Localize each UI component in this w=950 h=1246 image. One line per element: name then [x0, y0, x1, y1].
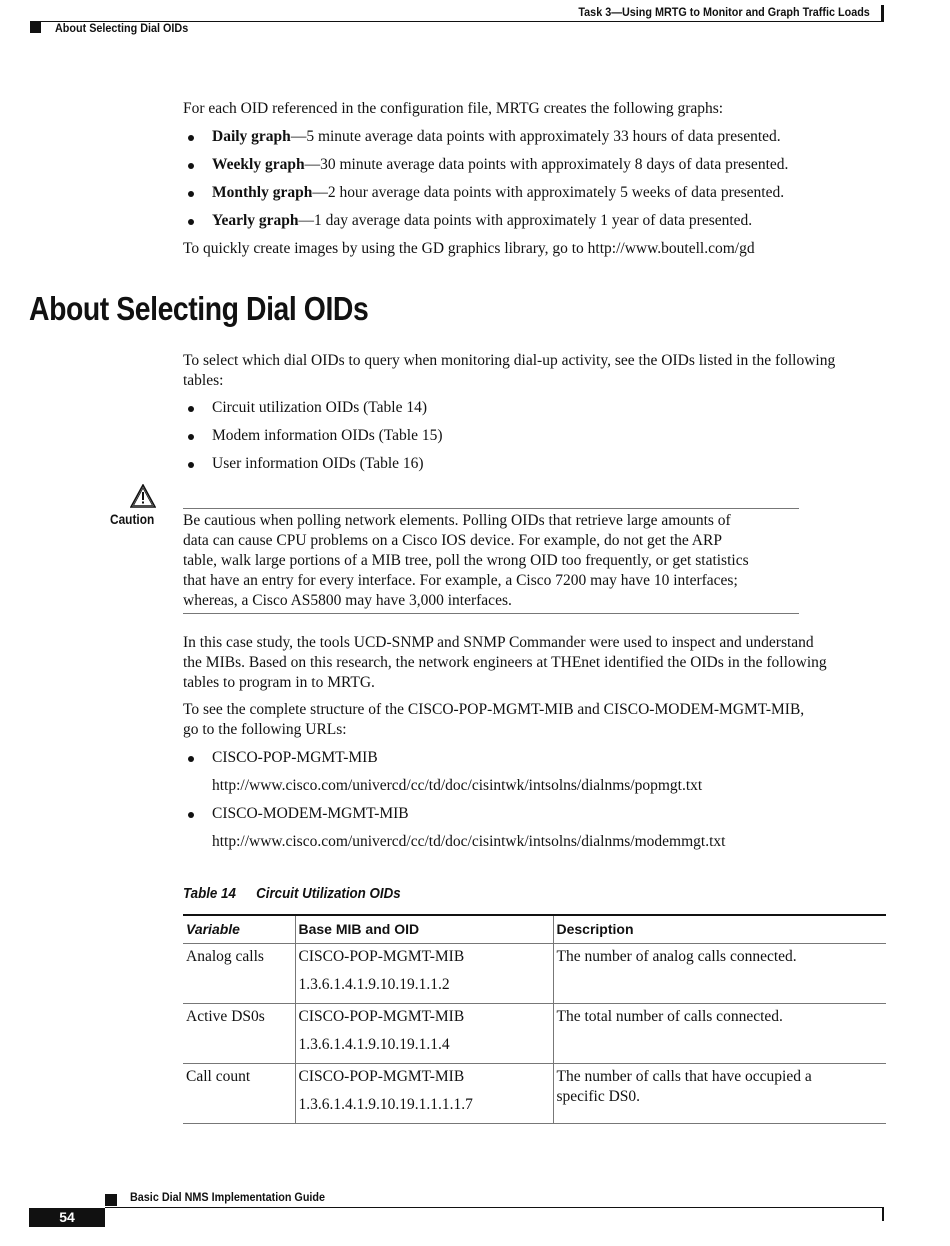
- mib-oid-cell: CISCO-POP-MGMT-MIB 1.3.6.1.4.1.9.10.19.1.1.4: [295, 1004, 553, 1064]
- description-cell: The number of calls that have occupied a specific DS0.: [553, 1064, 886, 1124]
- mib-name: CISCO-MODEM-MGMT-MIB: [212, 805, 409, 822]
- footer-guide-title: Basic Dial NMS Implementation Guide: [130, 1190, 326, 1204]
- graph-term: Yearly graph: [212, 212, 299, 229]
- table-title: Circuit Utilization OIDs: [256, 886, 401, 902]
- graph-desc: —2 hour average data points with approximately 5 weeks of data presented.: [312, 184, 785, 201]
- mib-name: CISCO-POP-MGMT-MIB: [212, 749, 378, 766]
- mib-url-link[interactable]: http://www.cisco.com/univercd/cc/td/doc/cisintwk/intsolns/dialnms/popmgt.txt: [212, 777, 703, 794]
- variable-cell: Active DS0s: [183, 1004, 295, 1064]
- column-header: Variable: [183, 915, 295, 944]
- variable-cell: Call count: [183, 1064, 295, 1124]
- bullet: [188, 756, 194, 762]
- table-number: Table 14: [183, 886, 236, 902]
- table-row: [183, 1064, 886, 1124]
- caution-label: Caution: [110, 512, 155, 527]
- graph-term: Weekly graph: [212, 156, 305, 173]
- graph-desc: —30 minute average data points with approximately 8 days of data presented.: [304, 156, 789, 173]
- footer-square: [105, 1194, 117, 1206]
- bullet: [188, 219, 194, 225]
- caution-text: Be cautious when polling network elements. Polling OIDs that retrieve large amounts of data can cause CPU problems on a Cisco IOS device. For example, do not get the ARP table, walk large portions of a MIB tree, poll the wrong OID too frequently, or get statistics that have an entry for every interface. For example, a Cisco 7200 may have 10 interfaces; whereas, a Cisco AS5800 may have 3,000 interfaces.: [183, 512, 749, 609]
- table-row: [183, 1004, 886, 1064]
- list-item: [212, 155, 788, 175]
- table-row: [183, 944, 886, 1004]
- gd-library-paragraph: To quickly create images by using the GD graphics library, go to http://www.boutell.com/gd: [183, 240, 755, 257]
- bullet: [188, 812, 194, 818]
- mib-oid-cell: CISCO-POP-MGMT-MIB 1.3.6.1.4.1.9.10.19.1.1.2: [295, 944, 553, 1004]
- column-header: Base MIB and OID: [295, 915, 553, 944]
- page-number: 54: [59, 1209, 75, 1225]
- caution-warning-icon: [130, 484, 156, 508]
- circuit-utilization-table: [183, 914, 886, 1124]
- list-item: Circuit utilization OIDs (Table 14): [212, 399, 428, 416]
- caution-bottom-rule: [183, 613, 799, 614]
- case-study-paragraph: In this case study, the tools UCD-SNMP and SNMP Commander were used to inspect and understand the MIBs. Based on this research, the network engineers at THEnet identified the OIDs in the following tables to program in to MRTG.: [183, 634, 827, 691]
- graph-term: Monthly graph: [212, 184, 313, 201]
- header-bar: [881, 5, 884, 21]
- section-heading: About Selecting Dial OIDs: [29, 290, 369, 327]
- running-header-section: About Selecting Dial OIDs: [55, 21, 189, 35]
- list-item: Modem information OIDs (Table 15): [212, 427, 443, 444]
- list-item: [212, 183, 784, 203]
- list-item: [212, 211, 752, 231]
- graph-desc: —1 day average data points with approximately 1 year of data presented.: [298, 212, 753, 229]
- variable-cell: Analog calls: [183, 944, 295, 1004]
- select-paragraph: To select which dial OIDs to query when monitoring dial-up activity, see the OIDs listed in the following tables:: [183, 352, 836, 389]
- running-header-chapter: Task 3—Using MRTG to Monitor and Graph Traffic Loads: [578, 5, 870, 19]
- intro-paragraph: For each OID referenced in the configuration file, MRTG creates the following graphs:: [183, 100, 724, 117]
- footer-bar: [882, 1208, 884, 1221]
- column-header: Description: [553, 915, 886, 944]
- bullet: [188, 135, 194, 141]
- table-header-row: [183, 915, 886, 944]
- mib-url-link[interactable]: http://www.cisco.com/univercd/cc/td/doc/cisintwk/intsolns/dialnms/modemmgt.txt: [212, 833, 726, 850]
- list-item: [212, 127, 781, 147]
- footer-rule: [105, 1207, 884, 1208]
- structure-paragraph: To see the complete structure of the CISCO-POP-MGMT-MIB and CISCO-MODEM-MGMT-MIB, go to the following URLs:: [183, 701, 805, 738]
- bullet: [188, 191, 194, 197]
- bullet: [188, 462, 194, 468]
- caution-top-rule: [183, 508, 799, 509]
- list-item: User information OIDs (Table 16): [212, 455, 424, 472]
- header-square: [30, 22, 41, 33]
- bullet: [188, 163, 194, 169]
- bullet: [188, 406, 194, 412]
- description-cell: The total number of calls connected.: [553, 1004, 886, 1064]
- bullet: [188, 434, 194, 440]
- graph-term: Daily graph: [212, 128, 291, 145]
- graph-desc: —5 minute average data points with approximately 33 hours of data presented.: [290, 128, 781, 145]
- description-cell: The number of analog calls connected.: [553, 944, 886, 1004]
- page-number-box: [29, 1208, 105, 1227]
- mib-oid-cell: CISCO-POP-MGMT-MIB 1.3.6.1.4.1.9.10.19.1.1.1.1.7: [295, 1064, 553, 1124]
- table-caption: [183, 886, 401, 902]
